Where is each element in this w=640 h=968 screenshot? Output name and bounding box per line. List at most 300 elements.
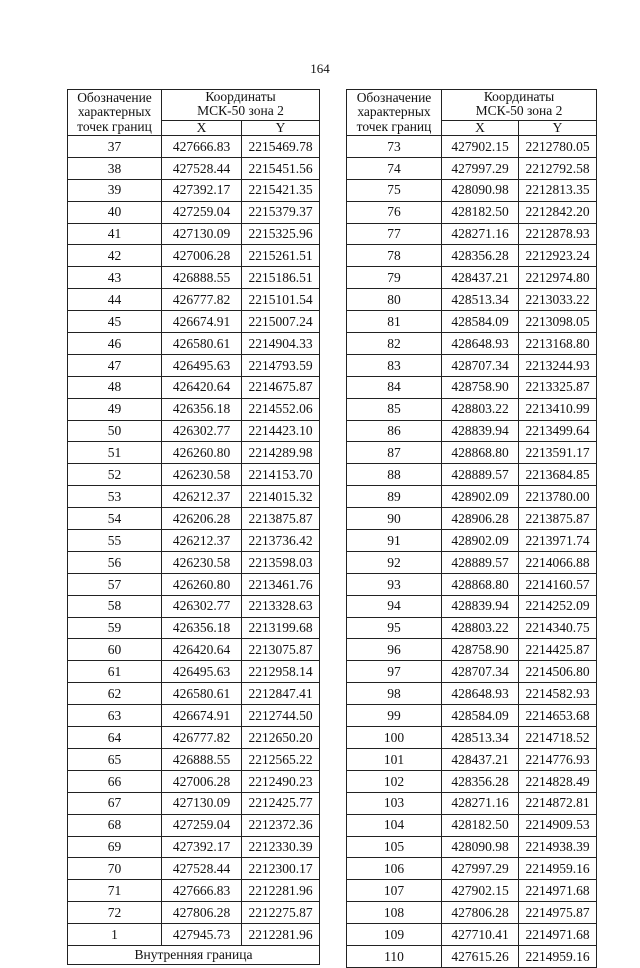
point-id-cell: 96 bbox=[347, 639, 442, 661]
y-coordinate-cell: 2214975.87 bbox=[519, 902, 597, 924]
y-coordinate-cell: 2214015.32 bbox=[242, 486, 320, 508]
table-row bbox=[68, 770, 320, 792]
y-coordinate-cell: 2214675.87 bbox=[242, 376, 320, 398]
point-id-cell: 74 bbox=[347, 157, 442, 179]
header-label-line2: характерных bbox=[77, 104, 152, 120]
x-coordinate-cell: 427806.28 bbox=[162, 902, 242, 924]
point-id-cell: 41 bbox=[68, 223, 162, 245]
point-id-cell: 104 bbox=[347, 814, 442, 836]
y-coordinate-cell: 2214653.68 bbox=[519, 705, 597, 727]
y-coordinate-cell: 2215186.51 bbox=[242, 267, 320, 289]
point-id-cell: 72 bbox=[68, 902, 162, 924]
table-row bbox=[68, 683, 320, 705]
header-label-line3: точек границ bbox=[77, 118, 152, 134]
table-row bbox=[68, 858, 320, 880]
x-coordinate-cell: 428889.57 bbox=[442, 464, 519, 486]
point-id-cell: 66 bbox=[68, 770, 162, 792]
table-row bbox=[347, 442, 597, 464]
x-coordinate-cell: 427528.44 bbox=[162, 157, 242, 179]
x-coordinate-cell: 428868.80 bbox=[442, 442, 519, 464]
table-row bbox=[68, 792, 320, 814]
table-row bbox=[347, 508, 597, 530]
point-id-cell: 48 bbox=[68, 376, 162, 398]
header-coords-line2: МСК-50 зона 2 bbox=[197, 103, 284, 119]
point-id-cell: 105 bbox=[347, 836, 442, 858]
y-coordinate-cell: 2215325.96 bbox=[242, 223, 320, 245]
y-coordinate-cell: 2213075.87 bbox=[242, 639, 320, 661]
x-coordinate-cell: 428356.28 bbox=[442, 245, 519, 267]
x-coordinate-cell: 427997.29 bbox=[442, 858, 519, 880]
point-id-cell: 57 bbox=[68, 573, 162, 595]
y-coordinate-cell: 2213875.87 bbox=[242, 508, 320, 530]
x-coordinate-cell: 428648.93 bbox=[442, 683, 519, 705]
header-label-line2: характерных bbox=[357, 104, 431, 120]
header-label-line1: Обозначение bbox=[77, 90, 152, 106]
table-row bbox=[347, 486, 597, 508]
y-coordinate-cell: 2213328.63 bbox=[242, 595, 320, 617]
table-row bbox=[347, 748, 597, 770]
x-coordinate-cell: 428513.34 bbox=[442, 289, 519, 311]
point-id-cell: 95 bbox=[347, 617, 442, 639]
point-id-cell: 78 bbox=[347, 245, 442, 267]
point-id-cell: 110 bbox=[347, 945, 442, 967]
point-id-cell: 101 bbox=[347, 748, 442, 770]
table-row bbox=[347, 683, 597, 705]
table-row bbox=[347, 333, 597, 355]
point-id-cell: 1 bbox=[68, 924, 162, 946]
x-coordinate-cell: 428707.34 bbox=[442, 354, 519, 376]
table-row bbox=[347, 376, 597, 398]
y-coordinate-cell: 2214904.33 bbox=[242, 333, 320, 355]
point-id-cell: 69 bbox=[68, 836, 162, 858]
table-row bbox=[68, 573, 320, 595]
table-row bbox=[347, 880, 597, 902]
y-coordinate-cell: 2212792.58 bbox=[519, 157, 597, 179]
x-coordinate-cell: 427806.28 bbox=[442, 902, 519, 924]
y-coordinate-cell: 2212425.77 bbox=[242, 792, 320, 814]
y-coordinate-cell: 2212300.17 bbox=[242, 858, 320, 880]
table-row bbox=[347, 814, 597, 836]
table-row bbox=[68, 201, 320, 223]
table-row bbox=[68, 354, 320, 376]
y-coordinate-cell: 2214793.59 bbox=[242, 354, 320, 376]
y-coordinate-cell: 2213499.64 bbox=[519, 420, 597, 442]
y-coordinate-cell: 2214153.70 bbox=[242, 464, 320, 486]
x-coordinate-cell: 428902.09 bbox=[442, 530, 519, 552]
point-id-cell: 103 bbox=[347, 792, 442, 814]
point-id-cell: 59 bbox=[68, 617, 162, 639]
x-coordinate-cell: 427259.04 bbox=[162, 814, 242, 836]
table-row bbox=[347, 661, 597, 683]
x-coordinate-cell: 426420.64 bbox=[162, 639, 242, 661]
point-id-cell: 91 bbox=[347, 530, 442, 552]
y-coordinate-cell: 2215421.35 bbox=[242, 179, 320, 201]
point-id-cell: 87 bbox=[347, 442, 442, 464]
y-coordinate-cell: 2213736.42 bbox=[242, 530, 320, 552]
x-coordinate-cell: 428648.93 bbox=[442, 333, 519, 355]
x-coordinate-cell: 427666.83 bbox=[162, 136, 242, 158]
y-coordinate-cell: 2213684.85 bbox=[519, 464, 597, 486]
y-coordinate-cell: 2215379.37 bbox=[242, 201, 320, 223]
x-coordinate-cell: 428437.21 bbox=[442, 748, 519, 770]
table-row bbox=[347, 245, 597, 267]
y-coordinate-cell: 2214959.16 bbox=[519, 858, 597, 880]
y-coordinate-cell: 2212565.22 bbox=[242, 748, 320, 770]
point-id-cell: 40 bbox=[68, 201, 162, 223]
point-id-cell: 84 bbox=[347, 376, 442, 398]
table-row bbox=[347, 595, 597, 617]
x-column-header: X bbox=[162, 121, 242, 136]
table-row bbox=[68, 508, 320, 530]
x-coordinate-cell: 426230.58 bbox=[162, 551, 242, 573]
x-coordinate-cell: 427710.41 bbox=[442, 924, 519, 946]
x-coordinate-cell: 427666.83 bbox=[162, 880, 242, 902]
point-id-cell: 90 bbox=[347, 508, 442, 530]
y-coordinate-cell: 2212780.05 bbox=[519, 136, 597, 158]
y-coordinate-cell: 2214971.68 bbox=[519, 924, 597, 946]
table-row bbox=[68, 136, 320, 158]
y-coordinate-cell: 2213410.99 bbox=[519, 398, 597, 420]
point-id-cell: 46 bbox=[68, 333, 162, 355]
x-coordinate-cell: 427130.09 bbox=[162, 792, 242, 814]
x-coordinate-cell: 428839.94 bbox=[442, 420, 519, 442]
point-id-cell: 83 bbox=[347, 354, 442, 376]
point-id-cell: 75 bbox=[347, 179, 442, 201]
x-coordinate-cell: 426580.61 bbox=[162, 333, 242, 355]
x-column-header: X bbox=[442, 121, 519, 136]
table-row bbox=[68, 157, 320, 179]
y-coordinate-cell: 2214776.93 bbox=[519, 748, 597, 770]
table-row bbox=[68, 727, 320, 749]
y-coordinate-cell: 2214909.53 bbox=[519, 814, 597, 836]
y-coordinate-cell: 2214872.81 bbox=[519, 792, 597, 814]
x-coordinate-cell: 426674.91 bbox=[162, 705, 242, 727]
x-coordinate-cell: 428707.34 bbox=[442, 661, 519, 683]
y-coordinate-cell: 2212372.36 bbox=[242, 814, 320, 836]
table-row bbox=[347, 945, 597, 967]
x-coordinate-cell: 428758.90 bbox=[442, 376, 519, 398]
point-id-cell: 92 bbox=[347, 551, 442, 573]
x-coordinate-cell: 428906.28 bbox=[442, 508, 519, 530]
table-row bbox=[347, 157, 597, 179]
point-id-cell: 80 bbox=[347, 289, 442, 311]
y-coordinate-cell: 2212281.96 bbox=[242, 880, 320, 902]
x-coordinate-cell: 426888.55 bbox=[162, 267, 242, 289]
point-label-header bbox=[68, 90, 162, 136]
x-coordinate-cell: 426495.63 bbox=[162, 661, 242, 683]
y-coordinate-cell: 2212744.50 bbox=[242, 705, 320, 727]
x-coordinate-cell: 428889.57 bbox=[442, 551, 519, 573]
x-coordinate-cell: 426212.37 bbox=[162, 530, 242, 552]
x-coordinate-cell: 426302.77 bbox=[162, 420, 242, 442]
y-coordinate-cell: 2213971.74 bbox=[519, 530, 597, 552]
point-id-cell: 50 bbox=[68, 420, 162, 442]
table-row bbox=[347, 464, 597, 486]
header-label-line3: точек границ bbox=[356, 118, 432, 134]
y-coordinate-cell: 2213461.76 bbox=[242, 573, 320, 595]
y-coordinate-cell: 2215451.56 bbox=[242, 157, 320, 179]
x-coordinate-cell: 428356.28 bbox=[442, 770, 519, 792]
point-id-cell: 44 bbox=[68, 289, 162, 311]
y-coordinate-cell: 2214066.88 bbox=[519, 551, 597, 573]
point-id-cell: 43 bbox=[68, 267, 162, 289]
x-coordinate-cell: 427259.04 bbox=[162, 201, 242, 223]
table-row bbox=[347, 354, 597, 376]
y-coordinate-cell: 2214425.87 bbox=[519, 639, 597, 661]
x-coordinate-cell: 427392.17 bbox=[162, 836, 242, 858]
header-coords-line1: Координаты bbox=[205, 89, 276, 104]
point-id-cell: 47 bbox=[68, 354, 162, 376]
table-row bbox=[68, 289, 320, 311]
table-row bbox=[347, 551, 597, 573]
point-id-cell: 88 bbox=[347, 464, 442, 486]
table-row bbox=[347, 836, 597, 858]
x-coordinate-cell: 426260.80 bbox=[162, 442, 242, 464]
y-coordinate-cell: 2212490.23 bbox=[242, 770, 320, 792]
point-id-cell: 89 bbox=[347, 486, 442, 508]
x-coordinate-cell: 426212.37 bbox=[162, 486, 242, 508]
y-coordinate-cell: 2212974.80 bbox=[519, 267, 597, 289]
point-id-cell: 45 bbox=[68, 311, 162, 333]
table-row bbox=[68, 442, 320, 464]
x-coordinate-cell: 427945.73 bbox=[162, 924, 242, 946]
table-row bbox=[68, 267, 320, 289]
x-coordinate-cell: 426206.28 bbox=[162, 508, 242, 530]
y-coordinate-cell: 2214582.93 bbox=[519, 683, 597, 705]
x-coordinate-cell: 428839.94 bbox=[442, 595, 519, 617]
y-coordinate-cell: 2213098.05 bbox=[519, 311, 597, 333]
point-id-cell: 106 bbox=[347, 858, 442, 880]
x-coordinate-cell: 428902.09 bbox=[442, 486, 519, 508]
x-coordinate-cell: 426420.64 bbox=[162, 376, 242, 398]
point-id-cell: 37 bbox=[68, 136, 162, 158]
point-id-cell: 49 bbox=[68, 398, 162, 420]
y-coordinate-cell: 2214828.49 bbox=[519, 770, 597, 792]
x-coordinate-cell: 427997.29 bbox=[442, 157, 519, 179]
coordinates-table-right bbox=[346, 89, 597, 968]
y-coordinate-cell: 2212813.35 bbox=[519, 179, 597, 201]
point-id-cell: 42 bbox=[68, 245, 162, 267]
x-coordinate-cell: 426674.91 bbox=[162, 311, 242, 333]
y-coordinate-cell: 2212330.39 bbox=[242, 836, 320, 858]
x-coordinate-cell: 426580.61 bbox=[162, 683, 242, 705]
x-coordinate-cell: 426260.80 bbox=[162, 573, 242, 595]
table-row bbox=[68, 530, 320, 552]
x-coordinate-cell: 427006.28 bbox=[162, 770, 242, 792]
x-coordinate-cell: 426888.55 bbox=[162, 748, 242, 770]
y-coordinate-cell: 2214423.10 bbox=[242, 420, 320, 442]
point-id-cell: 79 bbox=[347, 267, 442, 289]
table-row bbox=[347, 727, 597, 749]
table-row bbox=[347, 289, 597, 311]
y-coordinate-cell: 2215101.54 bbox=[242, 289, 320, 311]
table-row bbox=[68, 924, 320, 946]
point-id-cell: 65 bbox=[68, 748, 162, 770]
x-coordinate-cell: 428090.98 bbox=[442, 836, 519, 858]
x-coordinate-cell: 428271.16 bbox=[442, 792, 519, 814]
table-row bbox=[68, 398, 320, 420]
table-row bbox=[68, 639, 320, 661]
y-coordinate-cell: 2214252.09 bbox=[519, 595, 597, 617]
table-row bbox=[68, 595, 320, 617]
y-coordinate-cell: 2212842.20 bbox=[519, 201, 597, 223]
table-row bbox=[347, 617, 597, 639]
table-row bbox=[68, 617, 320, 639]
x-coordinate-cell: 428803.22 bbox=[442, 617, 519, 639]
x-coordinate-cell: 428437.21 bbox=[442, 267, 519, 289]
y-coordinate-cell: 2212650.20 bbox=[242, 727, 320, 749]
point-id-cell: 67 bbox=[68, 792, 162, 814]
y-column-header: Y bbox=[242, 121, 320, 136]
table-row bbox=[68, 486, 320, 508]
y-coordinate-cell: 2214938.39 bbox=[519, 836, 597, 858]
point-id-cell: 62 bbox=[68, 683, 162, 705]
x-coordinate-cell: 428090.98 bbox=[442, 179, 519, 201]
point-id-cell: 58 bbox=[68, 595, 162, 617]
table-row bbox=[347, 311, 597, 333]
table-row bbox=[347, 201, 597, 223]
table-row bbox=[347, 770, 597, 792]
point-id-cell: 53 bbox=[68, 486, 162, 508]
table-row bbox=[68, 551, 320, 573]
y-coordinate-cell: 2214552.06 bbox=[242, 398, 320, 420]
table-row bbox=[68, 705, 320, 727]
point-id-cell: 63 bbox=[68, 705, 162, 727]
point-id-cell: 107 bbox=[347, 880, 442, 902]
point-id-cell: 71 bbox=[68, 880, 162, 902]
y-coordinate-cell: 2213598.03 bbox=[242, 551, 320, 573]
x-coordinate-cell: 427130.09 bbox=[162, 223, 242, 245]
x-coordinate-cell: 426230.58 bbox=[162, 464, 242, 486]
x-coordinate-cell: 428271.16 bbox=[442, 223, 519, 245]
x-coordinate-cell: 427902.15 bbox=[442, 136, 519, 158]
point-id-cell: 52 bbox=[68, 464, 162, 486]
y-coordinate-cell: 2213168.80 bbox=[519, 333, 597, 355]
y-coordinate-cell: 2213325.87 bbox=[519, 376, 597, 398]
y-coordinate-cell: 2214160.57 bbox=[519, 573, 597, 595]
x-coordinate-cell: 428868.80 bbox=[442, 573, 519, 595]
table-row bbox=[68, 223, 320, 245]
table-row bbox=[68, 333, 320, 355]
point-id-cell: 38 bbox=[68, 157, 162, 179]
point-id-cell: 99 bbox=[347, 705, 442, 727]
table-row bbox=[68, 464, 320, 486]
table-row bbox=[68, 748, 320, 770]
point-id-cell: 97 bbox=[347, 661, 442, 683]
y-coordinate-cell: 2212281.96 bbox=[242, 924, 320, 946]
table-row bbox=[347, 924, 597, 946]
point-id-cell: 68 bbox=[68, 814, 162, 836]
table-row bbox=[347, 530, 597, 552]
x-coordinate-cell: 426302.77 bbox=[162, 595, 242, 617]
x-coordinate-cell: 428182.50 bbox=[442, 814, 519, 836]
inner-boundary-label: Внутренняя граница bbox=[68, 945, 320, 964]
point-id-cell: 93 bbox=[347, 573, 442, 595]
header-label-line1: Обозначение bbox=[356, 90, 432, 106]
table-row bbox=[347, 705, 597, 727]
y-coordinate-cell: 2213591.17 bbox=[519, 442, 597, 464]
point-id-cell: 94 bbox=[347, 595, 442, 617]
page-number: 164 bbox=[310, 61, 330, 76]
y-coordinate-cell: 2214959.16 bbox=[519, 945, 597, 967]
y-coordinate-cell: 2212275.87 bbox=[242, 902, 320, 924]
table-row bbox=[68, 376, 320, 398]
y-coordinate-cell: 2215007.24 bbox=[242, 311, 320, 333]
header-coords-line1: Координаты bbox=[483, 89, 555, 104]
table-row bbox=[68, 179, 320, 201]
point-id-cell: 100 bbox=[347, 727, 442, 749]
y-coordinate-cell: 2213199.68 bbox=[242, 617, 320, 639]
point-id-cell: 64 bbox=[68, 727, 162, 749]
y-coordinate-cell: 2214718.52 bbox=[519, 727, 597, 749]
table-row bbox=[347, 179, 597, 201]
y-coordinate-cell: 2215469.78 bbox=[242, 136, 320, 158]
table-row bbox=[68, 311, 320, 333]
x-coordinate-cell: 428803.22 bbox=[442, 398, 519, 420]
y-coordinate-cell: 2213033.22 bbox=[519, 289, 597, 311]
point-id-cell: 73 bbox=[347, 136, 442, 158]
y-coordinate-cell: 2213780.00 bbox=[519, 486, 597, 508]
point-id-cell: 60 bbox=[68, 639, 162, 661]
table-row bbox=[347, 573, 597, 595]
y-coordinate-cell: 2215261.51 bbox=[242, 245, 320, 267]
y-coordinate-cell: 2213875.87 bbox=[519, 508, 597, 530]
point-id-cell: 109 bbox=[347, 924, 442, 946]
table-row bbox=[347, 858, 597, 880]
y-coordinate-cell: 2214506.80 bbox=[519, 661, 597, 683]
point-id-cell: 108 bbox=[347, 902, 442, 924]
coordinates-header bbox=[162, 90, 320, 121]
table-row bbox=[68, 420, 320, 442]
y-coordinate-cell: 2212847.41 bbox=[242, 683, 320, 705]
y-coordinate-cell: 2212958.14 bbox=[242, 661, 320, 683]
coordinates-table-left bbox=[67, 89, 320, 965]
table-row bbox=[68, 814, 320, 836]
table-row bbox=[347, 267, 597, 289]
x-coordinate-cell: 428584.09 bbox=[442, 311, 519, 333]
point-id-cell: 98 bbox=[347, 683, 442, 705]
point-id-cell: 81 bbox=[347, 311, 442, 333]
x-coordinate-cell: 428182.50 bbox=[442, 201, 519, 223]
table-row bbox=[347, 223, 597, 245]
point-id-cell: 82 bbox=[347, 333, 442, 355]
y-coordinate-cell: 2213244.93 bbox=[519, 354, 597, 376]
table-row bbox=[347, 792, 597, 814]
point-label-header bbox=[347, 90, 442, 136]
table-row bbox=[347, 420, 597, 442]
x-coordinate-cell: 428584.09 bbox=[442, 705, 519, 727]
point-id-cell: 39 bbox=[68, 179, 162, 201]
x-coordinate-cell: 427902.15 bbox=[442, 880, 519, 902]
table-row bbox=[347, 136, 597, 158]
x-coordinate-cell: 426777.82 bbox=[162, 727, 242, 749]
point-id-cell: 51 bbox=[68, 442, 162, 464]
x-coordinate-cell: 427006.28 bbox=[162, 245, 242, 267]
x-coordinate-cell: 427392.17 bbox=[162, 179, 242, 201]
coordinates-header bbox=[442, 90, 597, 121]
point-id-cell: 56 bbox=[68, 551, 162, 573]
table-row bbox=[347, 398, 597, 420]
point-id-cell: 55 bbox=[68, 530, 162, 552]
table-row bbox=[68, 661, 320, 683]
y-coordinate-cell: 2212878.93 bbox=[519, 223, 597, 245]
x-coordinate-cell: 428513.34 bbox=[442, 727, 519, 749]
point-id-cell: 102 bbox=[347, 770, 442, 792]
x-coordinate-cell: 426356.18 bbox=[162, 398, 242, 420]
point-id-cell: 54 bbox=[68, 508, 162, 530]
table-row bbox=[68, 836, 320, 858]
point-id-cell: 85 bbox=[347, 398, 442, 420]
